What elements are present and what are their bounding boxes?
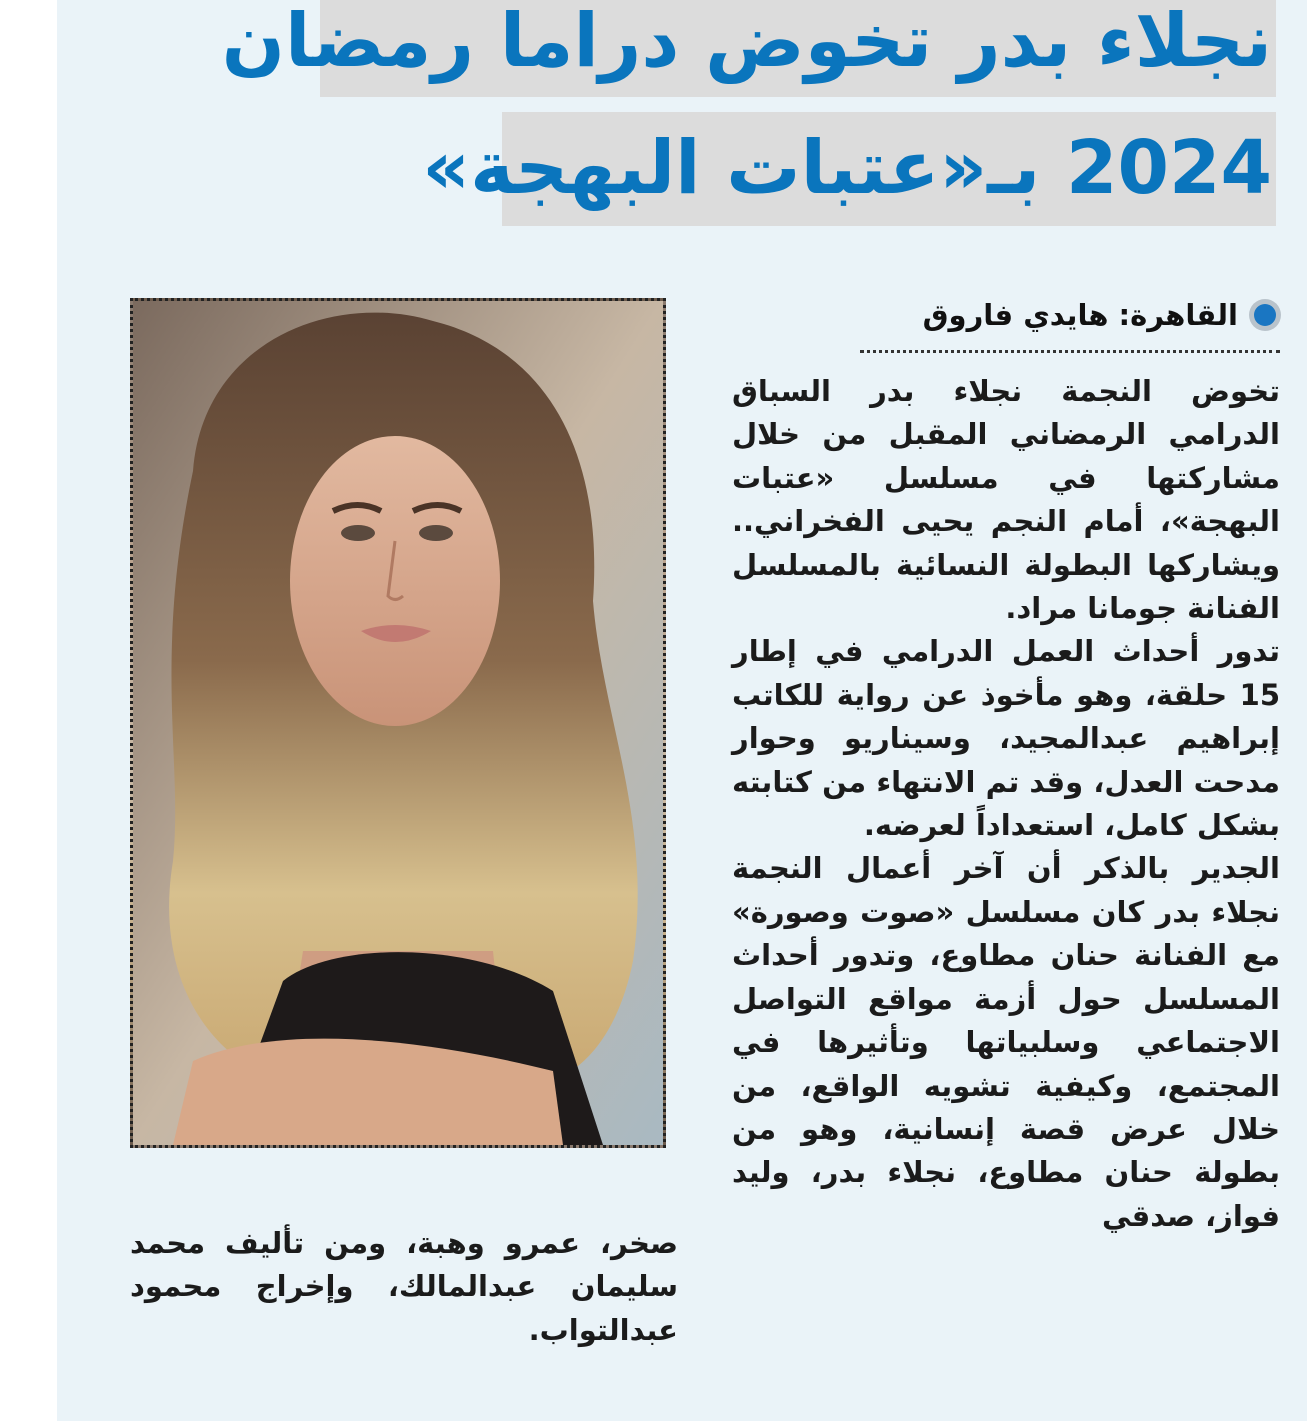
page-margin: [0, 0, 57, 1421]
byline: [860, 292, 1280, 338]
byline-divider: [860, 350, 1280, 353]
article-continuation-column: [130, 1222, 678, 1352]
byline-text: القاهرة: هايدي فاروق: [922, 298, 1238, 332]
headline-line-2: 2024 بـ«عتبات البهجة»: [502, 112, 1276, 226]
article-paragraph-1: تخوض النجمة نجلاء بدر السباق الدرامي الرمضاني المقبل من خلال مشاركتها في مسلسل «عتبات البهجة»، أمام النجم يحيى الفخراني.. ويشاركها البطولة النسائية بالمسلسل الفنانة جومانا مراد.: [732, 374, 1280, 626]
article-paragraph-3: الجدير بالذكر أن آخر أعمال النجمة نجلاء بدر كان مسلسل «صوت وصورة» مع الفنانة حنان مطاوع، وتدور أحداث المسلسل حول أزمة مواقع التواصل الاجتماعي وسلبياتها وتأثيرها في المجتمع، وكيفية تشويه الواقع، من خلال عرض قصة إنسانية، وهو من بطولة حنان مطاوع، نجلاء بدر، وليد فواز، صدقي: [732, 851, 1280, 1233]
article-photo: [130, 298, 666, 1148]
article-main-column: [732, 370, 1280, 1390]
headline-line-1: نجلاء بدر تخوض دراما رمضان: [320, 0, 1276, 97]
article-paragraph-2: تدور أحداث العمل الدرامي في إطار 15 حلقة، وهو مأخوذ عن رواية للكاتب إبراهيم عبدالمجيد، وسيناريو وحوار مدحت العدل، وقد تم الانتهاء من كتابته بشكل كامل، استعداداً لعرضه.: [732, 634, 1280, 843]
article-continuation: صخر، عمرو وهبة، ومن تأليف محمد سليمان عبدالمالك، وإخراج محمود عبدالتواب.: [130, 1226, 678, 1347]
portrait-image: [133, 301, 663, 1145]
bullet-icon: [1254, 304, 1276, 326]
